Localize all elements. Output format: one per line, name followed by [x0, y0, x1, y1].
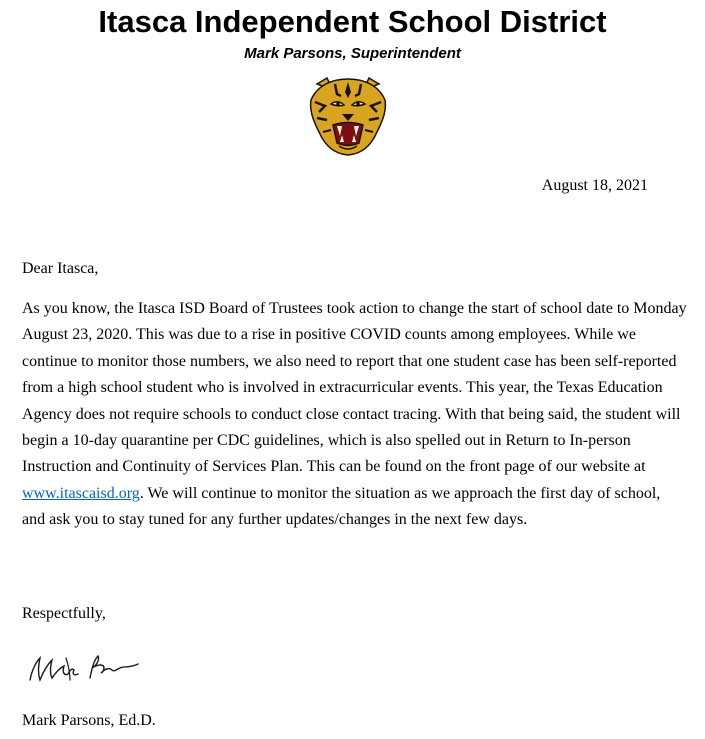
signer-name: Mark Parsons, Ed.D.	[22, 712, 156, 729]
website-link[interactable]: www.itascaisd.org	[22, 484, 140, 502]
letter-body	[22, 296, 687, 534]
superintendent-subtitle: Mark Parsons, Superintendent	[244, 45, 461, 62]
body-text-part-1: As you know, the Itasca ISD Board of Trustees took action to change the start of school date to Monday August 23, 2020. This was due to a rise in positive COVID counts among employees. While we continue to monitor those numbers, we also need to report that one student case has been self-reported from a high school student who is involved in extracurricular events. This year, the Texas Education Agency does not require schools to conduct close contact tracing. With that being said, the student will begin a 10-day quarantine per CDC guidelines, which is also spelled out in Return to In-person Instruction and Continuity of Services Plan. This can be found on the front page of our website at	[22, 300, 687, 476]
body-text-part-2: . We will continue to monitor the situation as we approach the first day of school, and ask you to stay tuned for any further updates/changes in the next few days.	[22, 484, 661, 529]
letter-date: August 18, 2021	[541, 177, 648, 194]
signature	[26, 650, 144, 686]
closing: Respectfully,	[22, 605, 106, 622]
district-title: Itasca Independent School District	[98, 4, 607, 39]
tiger-head-icon	[307, 76, 389, 156]
salutation: Dear Itasca,	[22, 260, 99, 277]
